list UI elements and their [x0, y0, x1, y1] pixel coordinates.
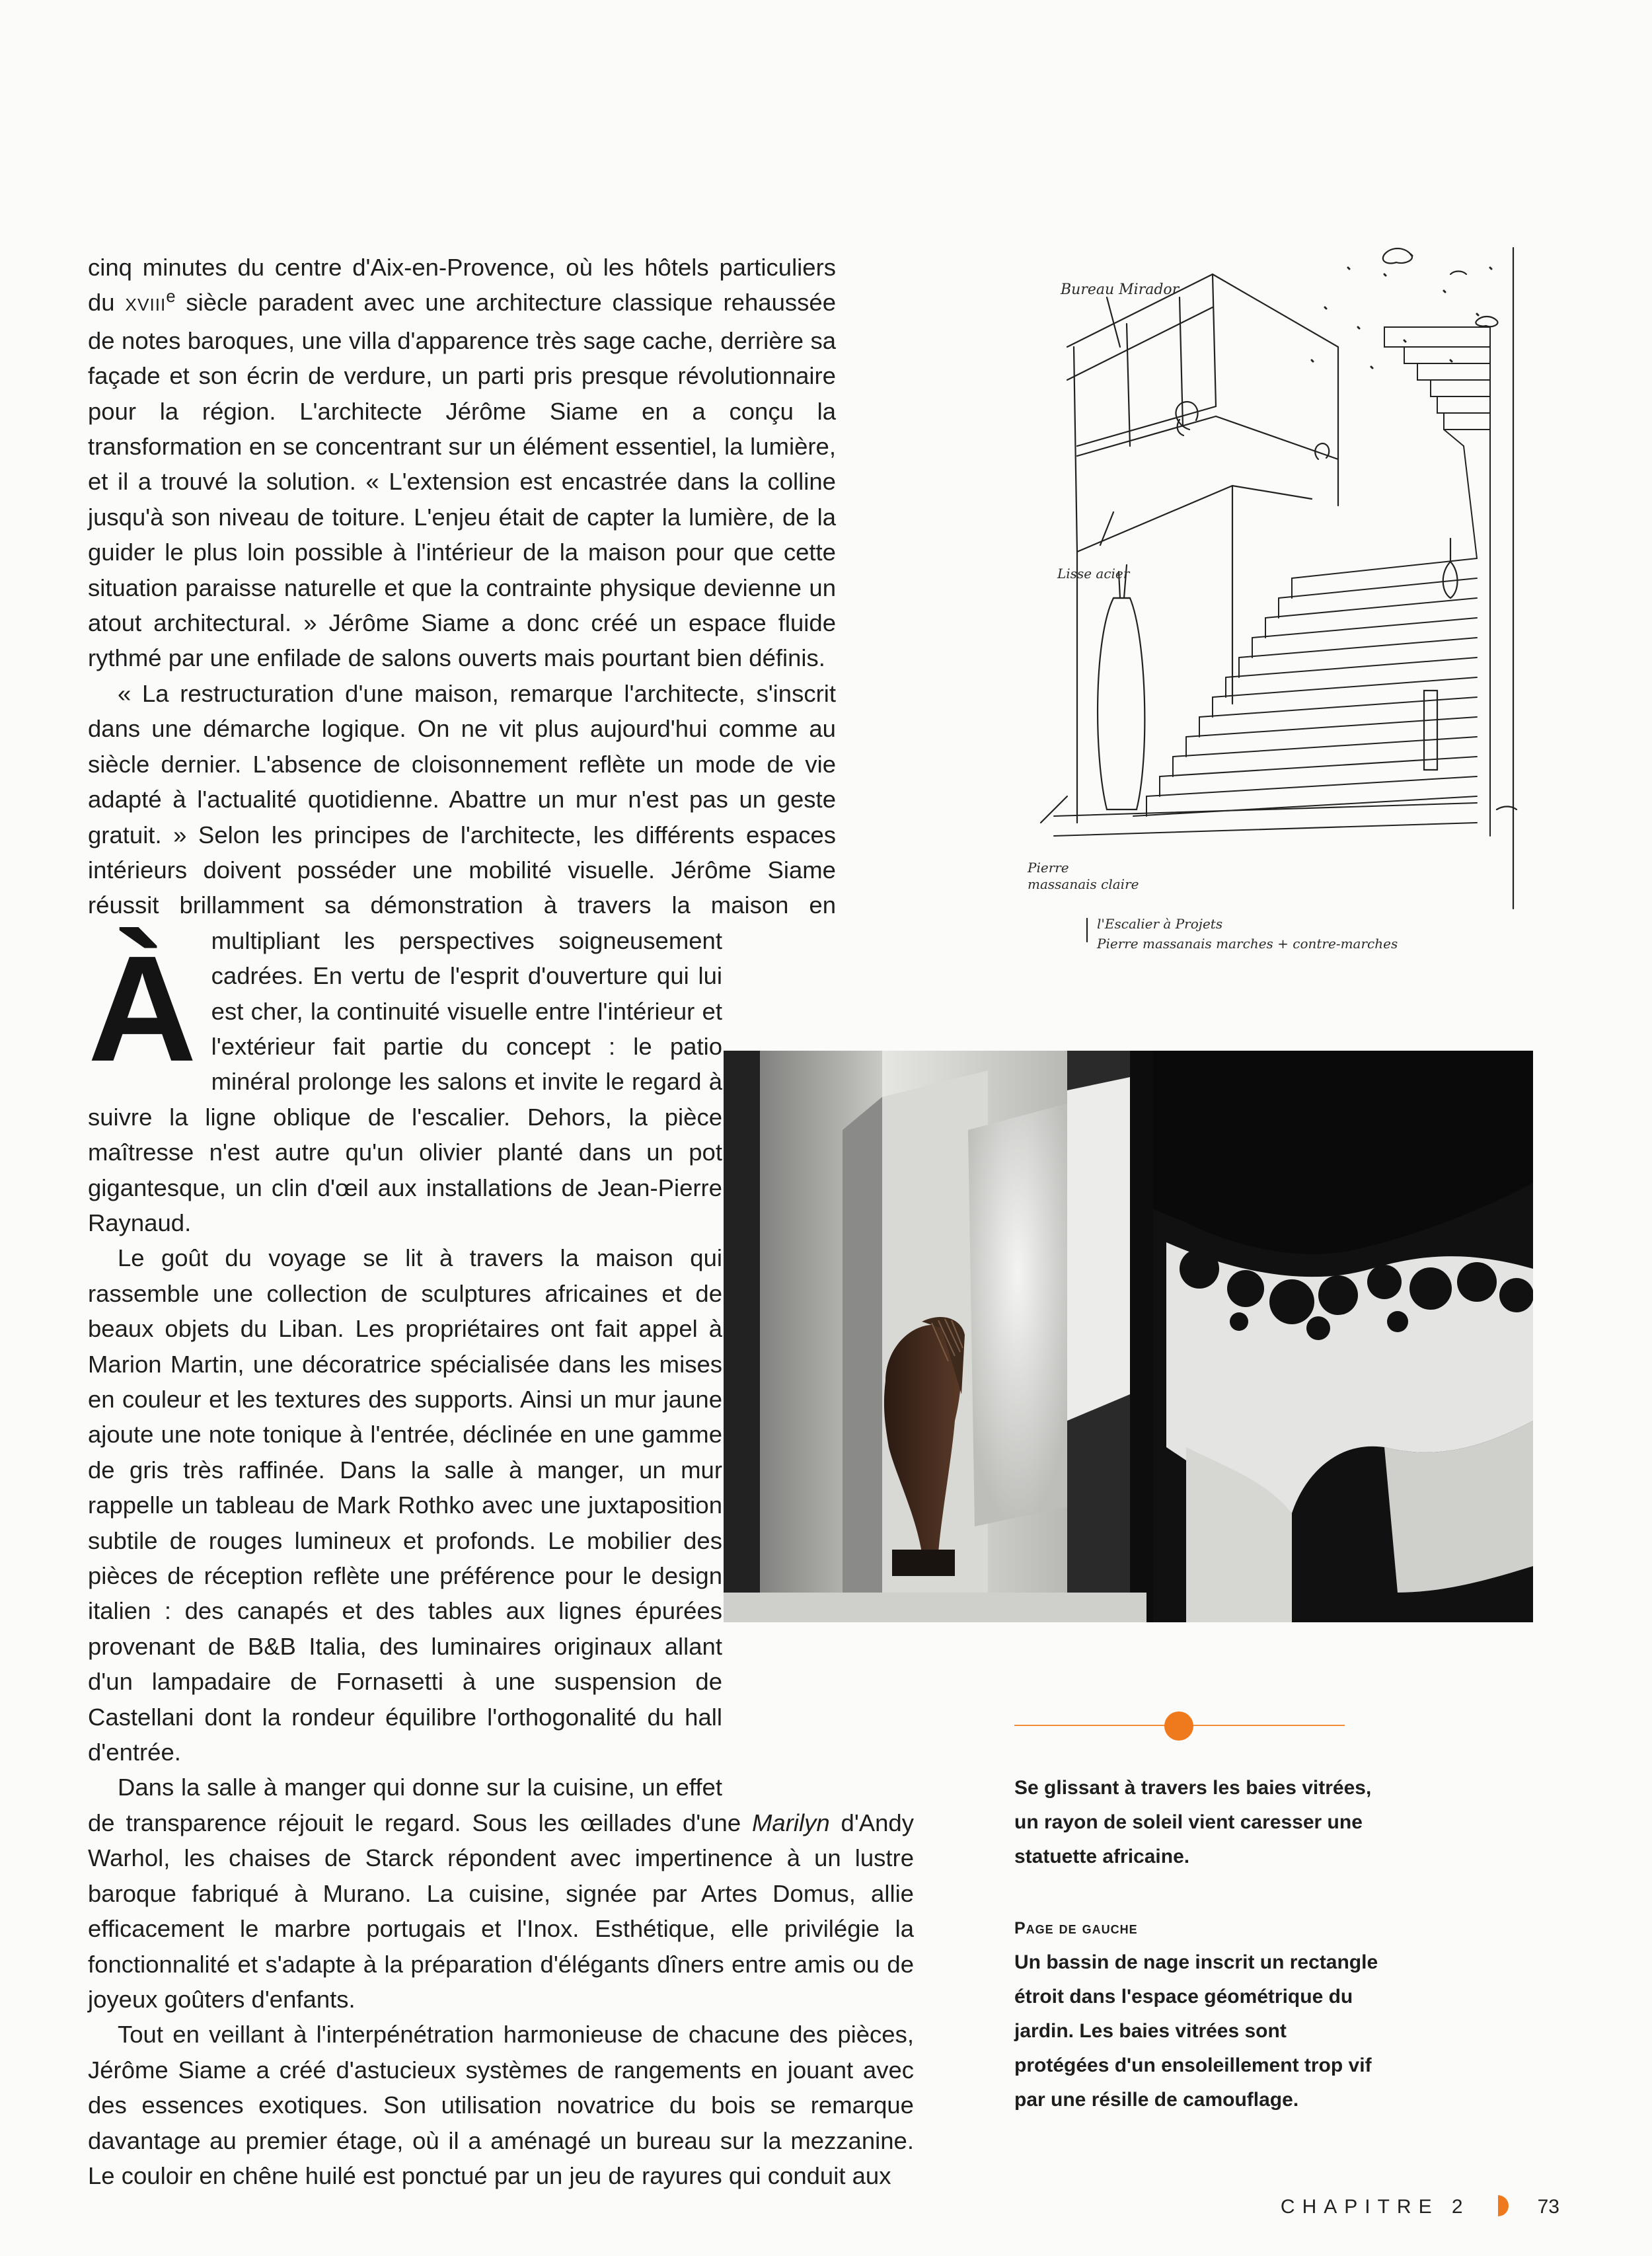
page-number: 73	[1537, 2196, 1559, 2218]
caption-body: Un bassin de nage inscrit un rectangle étroit dans l'espace géométrique du jardin. Les baies vitrées sont protégées d'un ensoleillement trop vif par une résille de camouflage.	[1014, 1951, 1378, 2111]
article-body	[88, 250, 914, 2193]
caption-dot-icon	[1164, 1711, 1193, 1741]
sketch-label-bureau: Bureau Mirador	[1061, 282, 1180, 298]
chapter-marker-icon	[1498, 2195, 1509, 2216]
staircase-sketch	[1014, 228, 1543, 981]
sketch-label-escalier: l'Escalier à Projets	[1097, 916, 1223, 932]
sketch-label-lisse: Lisse acier	[1057, 566, 1130, 582]
chapter-label: CHAPITRE 2	[1280, 2196, 1470, 2218]
sketch-label-massanais: massanais claire	[1028, 876, 1139, 892]
century-numeral: XVIII	[125, 295, 167, 315]
artwork-title: Marilyn	[752, 1809, 830, 1836]
caption-heading: Page de gauche	[1014, 1919, 1138, 1937]
photo-caption	[1014, 1771, 1384, 2117]
sketch-label-marches: Pierre massanais marches + contre-marches	[1097, 936, 1398, 952]
layout-spacer-gap	[907, 944, 914, 950]
paragraph-1: cinq minutes du centre d'Aix-en-Provence, où les hôtels particuliers du XVIIIe siècle paradent avec une architecture classique rehaussée de notes baroques, une villa d'apparence très sage cache, derrière sa façade et son écrin de verdure, un parti pris presque révolutionnaire pour la région. L'architecte Jérôme Siame en a conçu la transformation en se concentrant sur un élément essentiel, la lumière, et il a trouvé la solution. « L'extension est encastrée dans la colline jusqu'à son niveau de toiture. L'enjeu était de capter la lumière, de la guider le plus loin possible à l'intérieur de la maison pour que cette situation paraisse naturelle et que la contrainte physique devienne un atout architectural. » Jérôme Siame a donc créé un espace fluide rythmé par une enfilade de salons ouverts mais pourtant bien définis.	[88, 254, 836, 672]
paragraph-4: Dans la salle à manger qui donne sur la cuisine, un effet de transparence réjouit le regard. Sous les œillades d'une Marilyn d'Andy Warhol, les chaises de Starck répondent avec impertinence à un lustre baroque fabriqué à Murano. La cuisine, signée par Artes Domus, allie efficacement le marbre portugais et l'Inox. Esthétique, elle privilégie la fonctionnalité et s'adapte à la préparation d'élégants dîners entre amis ou de joyeux goûters d'enfants.	[88, 1774, 914, 2013]
paragraph-3: Le goût du voyage se lit à travers la maison qui rassemble une collection de sculptures africaines et de beaux objets du Liban. Les propriétaires ont fait appel à Marion Martin, une décoratrice spécialisée dans les mises en couleur et les textures des supports. Ainsi un mur jaune ajoute une note tonique à l'entrée, déclinée en une gamme de gris très raffinée. Dans la salle à manger, un mur rappelle un tableau de Mark Rothko avec une juxtaposition subtile de rouges lumineux et profonds. Le mobilier des pièces de réception reflète une préférence pour le design italien : des canapés et des tables aux lignes épurées provenant de B&B Italia, des luminaires originaux allant d'un lampadaire de Fornasetti à une suspension de Castellani dont la rondeur équilibre l'orthogonalité du hall d'entrée.	[88, 1244, 722, 1766]
layout-spacer-sketch	[854, 250, 914, 944]
drop-cap: À	[88, 925, 197, 1093]
layout-spacer-photo	[741, 950, 914, 1776]
paragraph-5: Tout en veillant à l'interpénétration harmonieuse de chacune des pièces, Jérôme Siame a créé d'astucieux systèmes de rangements en jouant avec des essences exotiques. Son utilisation novatrice du bois se remarque davantage au premier étage, où il a aménagé un bureau sur la mezzanine. Le couloir en chêne huilé est ponctué par un jeu de rayures qui conduit aux	[88, 2021, 914, 2189]
sketch-label-pierre: Pierre	[1028, 860, 1069, 876]
caption-main: Se glissant à travers les baies vitrées, un rayon de soleil vient caresser une statuette africaine.	[1014, 1777, 1372, 1867]
paragraph-2: « La restructuration d'une maison, remarque l'architecte, s'inscrit dans une démarche logique. On ne vit plus aujourd'hui comme au siècle dernier. L'absence de cloisonnement reflète un mode de vie adapté à l'actualité quotidienne. Abattre un mur n'est pas un geste gratuit. » Selon les principes de l'architecte, les différents espaces intérieurs doivent posséder une mobilité visuelle. Jérôme Siame réussit brillamment sa démonstration à travers la maison en multipliant les perspectives soigneusement cadrées. En vertu de l'esprit d'ouverture qui lui est cher, la continuité visuelle entre l'intérieur et l'extérieur fait partie du concept : le patio minéral prolonge les salons et invite le regard à suivre la ligne oblique de l'escalier. Dehors, la pièce maîtresse n'est autre qu'un olivier planté dans un pot gigantesque, un clin d'œil aux installations de Jean-Pierre Raynaud.	[88, 679, 836, 1236]
page-footer	[1281, 2195, 1559, 2218]
